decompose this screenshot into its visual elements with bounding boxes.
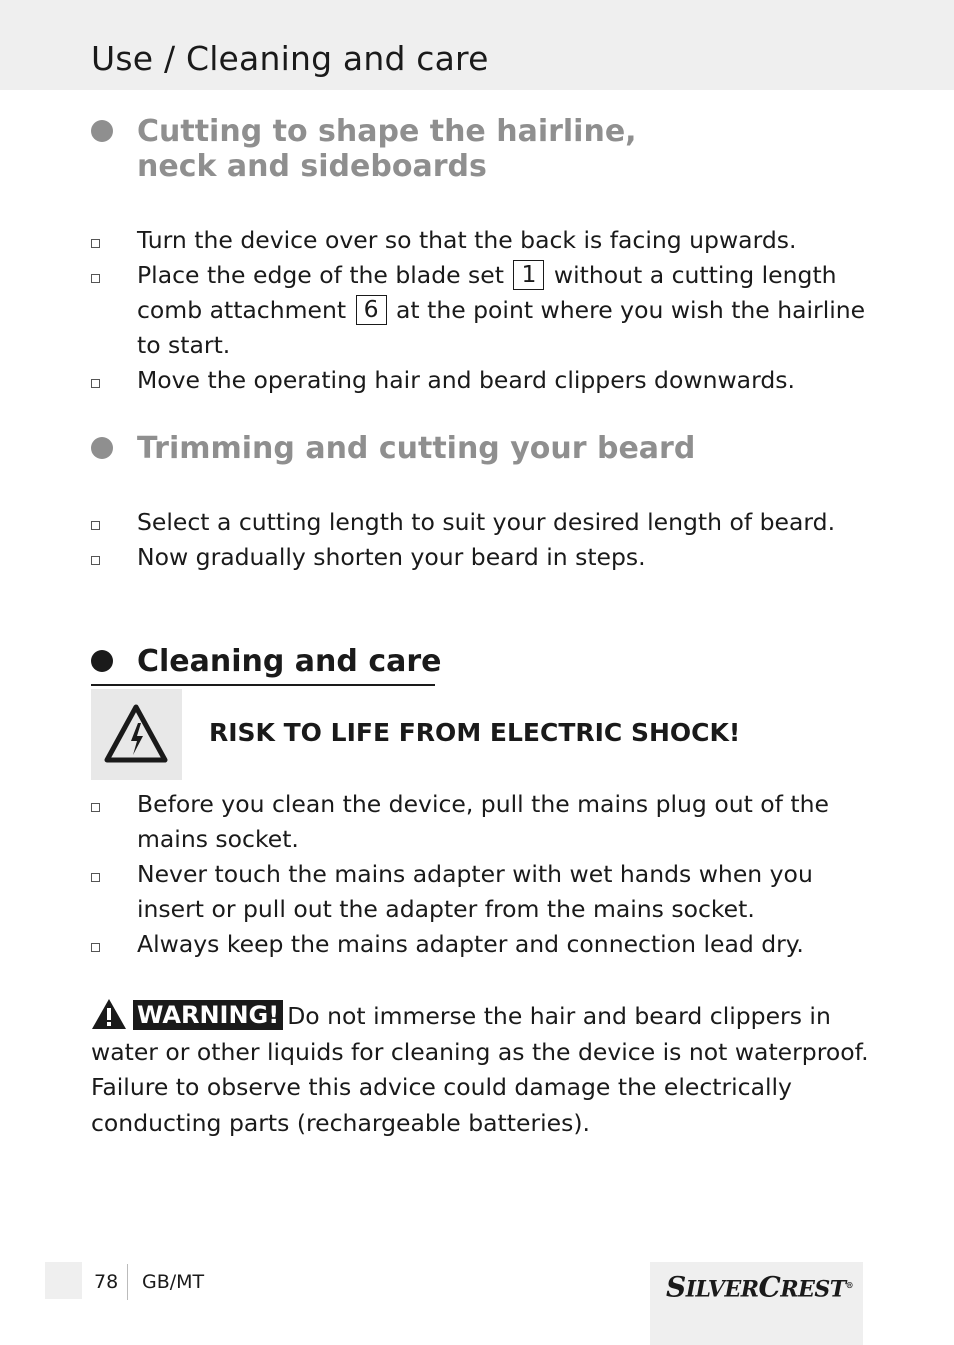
warning-badge: WARNING!: [133, 1000, 283, 1030]
step-text: Never touch the mains adapter with wet hands when you insert or pull out the adapter from the mains socket.: [137, 860, 813, 923]
list-item: [91, 505, 881, 540]
silvercrest-logo: SILVERCREST®: [666, 1270, 854, 1304]
electric-shock-warning-icon: [91, 689, 182, 780]
step-text: Place the edge of the blade set: [137, 261, 504, 289]
step-text: Now gradually shorten your beard in steps.: [137, 543, 646, 571]
heading-text: Trimming and cutting your beard: [137, 431, 696, 466]
page-title: Use / Cleaning and care: [91, 39, 489, 78]
step-text: Before you clean the device, pull the mains plug out of the mains socket.: [137, 790, 829, 853]
bullet-dot-icon: [91, 120, 113, 142]
page-number: 78: [94, 1271, 119, 1293]
footer-divider: [127, 1264, 128, 1300]
heading-underline: [91, 684, 435, 686]
checkbox-square-icon: [91, 379, 100, 388]
section-heading-beard: [91, 431, 695, 466]
reference-number-box: 1: [513, 260, 544, 290]
warning-paragraph: [91, 998, 881, 1141]
list-item: [91, 927, 881, 962]
hazard-heading: RISK TO LIFE FROM ELECTRIC SHOCK!: [209, 718, 741, 747]
section-heading-cleaning: [91, 644, 442, 679]
heading-line-2: neck and sideboards: [137, 149, 487, 184]
step-text: Always keep the mains adapter and connection lead dry.: [137, 930, 804, 958]
checkbox-square-icon: [91, 943, 100, 952]
steps-list-beard: [91, 505, 881, 575]
section-heading-hairline: [91, 114, 637, 184]
list-item: [91, 857, 881, 927]
step-text: at the point where you wish the hairline to start.: [137, 296, 866, 359]
reference-number-box: 6: [356, 295, 387, 325]
heading-line-1: Cutting to shape the hairline,: [137, 114, 637, 149]
list-item: [91, 363, 881, 398]
bullet-dot-icon: [91, 437, 113, 459]
list-item: [91, 787, 881, 857]
steps-list-cleaning: [91, 787, 881, 962]
bullet-dot-icon: [91, 650, 113, 672]
warning-text: Do not immerse the hair and beard clippers in water or other liquids for cleaning as the device is not waterproof. Failure to observe this advice could damage the electrically conducting parts (rechargeable batteries).: [91, 1002, 869, 1137]
step-text: Select a cutting length to suit your desired length of beard.: [137, 508, 836, 536]
steps-list-hairline: [91, 223, 881, 398]
checkbox-square-icon: [91, 803, 100, 812]
warning-triangle-icon: [91, 998, 127, 1030]
step-text: without a cutting length comb attachment: [137, 261, 837, 324]
list-item: [91, 258, 881, 363]
checkbox-square-icon: [91, 873, 100, 882]
footer-language-code: GB/MT: [142, 1271, 205, 1293]
step-text: Turn the device over so that the back is facing upwards.: [137, 226, 797, 254]
heading-text: Cleaning and care: [137, 644, 442, 679]
checkbox-square-icon: [91, 239, 100, 248]
checkbox-square-icon: [91, 556, 100, 565]
list-item: [91, 540, 881, 575]
list-item: [91, 223, 881, 258]
logo-panel: [650, 1262, 863, 1345]
step-text: Move the operating hair and beard clippers downwards.: [137, 366, 795, 394]
footer-tab-marker: [45, 1262, 82, 1299]
checkbox-square-icon: [91, 521, 100, 530]
checkbox-square-icon: [91, 274, 100, 283]
